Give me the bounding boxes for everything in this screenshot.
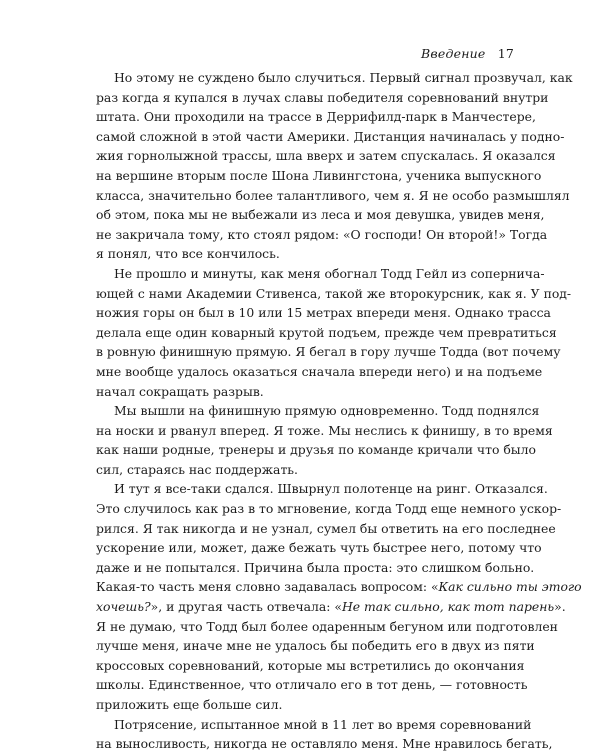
page-number: 17 bbox=[497, 46, 514, 61]
text-line: класса, значительно более талантливого, чем я. Я не особо размышлял bbox=[96, 187, 570, 203]
text-line: на вершине вторым после Шона Ливингстона, ученика выпускного bbox=[96, 167, 542, 183]
text-line: штата. Они проходили на трассе в Деррифилд-парк в Манчестере, bbox=[96, 109, 536, 125]
text-line: сил, стараясь нас поддержать. bbox=[96, 461, 298, 477]
text-line: приложить еще больше сил. bbox=[96, 697, 283, 712]
text-line: делала еще один коварный крутой подъем, прежде чем превратиться bbox=[96, 324, 557, 340]
body-text bbox=[96, 68, 582, 754]
text-line: лучше меня, иначе мне не удалось бы победить его в двух из пяти bbox=[96, 638, 535, 654]
paragraph bbox=[96, 479, 582, 714]
paragraph bbox=[96, 715, 553, 754]
text-line: ющей с нами Академии Стивенса, такой же второкурсник, как я. У под- bbox=[96, 285, 572, 301]
text-line: не закричала тому, кто стоял рядом: «О господи! Он второй!» Тогда bbox=[96, 226, 548, 242]
text-line: об этом, пока мы не выбежали из леса и моя девушка, увидев меня, bbox=[96, 207, 545, 223]
text-line: И тут я все-таки сдался. Швырнул полотенце на ринг. Отказался. bbox=[114, 481, 548, 497]
running-head bbox=[421, 46, 514, 61]
text-line: ножия горы он был в 10 или 15 метрах впереди меня. Однако трасса bbox=[96, 305, 551, 321]
text-line: Это случилось как раз в то мгновение, когда Тодд еще немного ускор- bbox=[96, 501, 562, 517]
text-line: школы. Единственное, что отличало его в тот день, — готовность bbox=[96, 677, 528, 693]
text-line: на выносливость, никогда не оставляло меня. Мне нравилось бегать, bbox=[96, 736, 553, 752]
text-line: раз когда я купался в лучах славы победителя соревнований внутри bbox=[96, 89, 549, 105]
text-line: Не прошло и минуты, как меня обогнал Тодд Гейл из сопернича- bbox=[114, 265, 545, 281]
section-title: Введение bbox=[421, 46, 486, 61]
paragraph bbox=[96, 264, 572, 401]
text-line: мне вообще удалось оказаться сначала впереди него) и на подъеме bbox=[96, 363, 543, 379]
text-line: Я не думаю, что Тодд был более одаренным бегуном или подготовлен bbox=[96, 618, 558, 634]
text-line: Потрясение, испытанное мной в 11 лет во время соревнований bbox=[114, 716, 532, 732]
text-line: хочешь?», и другая часть отвечала: «Не так сильно, как тот парень». bbox=[96, 599, 566, 615]
text-line: самой сложной в этой части Америки. Дистанция начиналась у подно- bbox=[96, 128, 565, 144]
text-line: в ровную финишную прямую. Я бегал в гору лучше Тодда (вот почему bbox=[96, 344, 561, 360]
text-line: рился. Я так никогда и не узнал, сумел бы ответить на его последнее bbox=[96, 520, 556, 536]
paragraph bbox=[96, 401, 553, 479]
text-line: как наши родные, тренеры и друзья по команде кричали что было bbox=[96, 442, 537, 458]
text-line: начал сокращать разрыв. bbox=[96, 383, 264, 399]
text-line: Но этому не суждено было случиться. Первый сигнал прозвучал, как bbox=[114, 70, 573, 85]
text-line: на носки и рванул вперед. Я тоже. Мы неслись к финишу, в то время bbox=[96, 422, 553, 438]
paragraph bbox=[96, 68, 573, 264]
text-line: кроссовых соревнований, которые мы встретились до окончания bbox=[96, 657, 525, 673]
text-line: ускорение или, может, даже бежать чуть быстрее него, потому что bbox=[96, 540, 542, 556]
text-line: Какая-то часть меня словно задавалась вопросом: «Как сильно ты этого bbox=[96, 579, 582, 595]
text-line: Мы вышли на финишную прямую одновременно. Тодд поднялся bbox=[114, 403, 540, 419]
text-line: жия горнолыжной трассы, шла вверх и затем спускалась. Я оказался bbox=[96, 148, 556, 164]
text-line: даже и не попытался. Причина была проста: это слишком больно. bbox=[96, 559, 535, 575]
text-line: я понял, что все кончилось. bbox=[96, 246, 280, 262]
